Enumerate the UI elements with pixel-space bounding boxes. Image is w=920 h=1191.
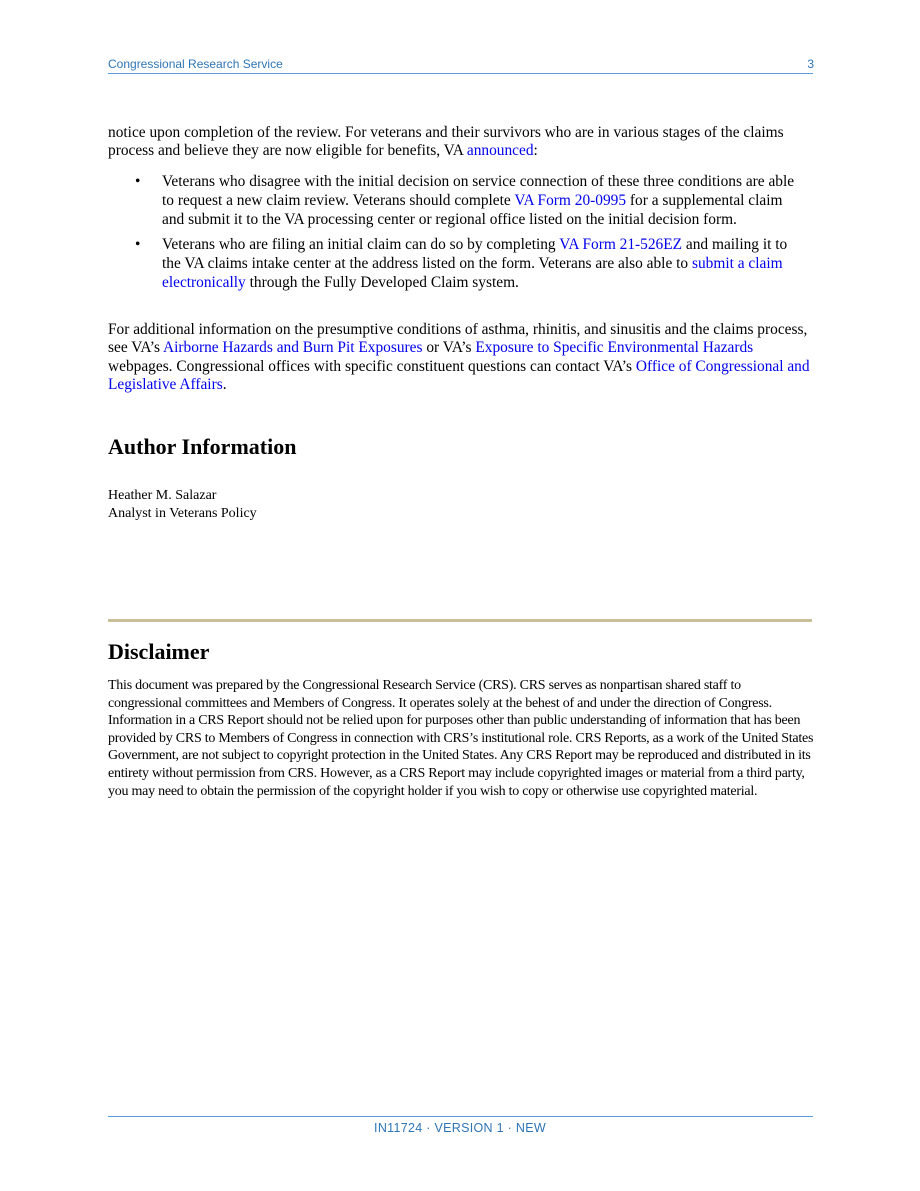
paragraph-tail: : bbox=[533, 142, 538, 160]
congressional-affairs-link[interactable]: Office of Congressional and Legislative Affairs bbox=[108, 357, 810, 394]
disclaimer-text: This document was prepared by the Congressional Research Service (CRS). CRS serves as nonpartisan shared staff to congressional committees and Members of Congress. It operates solely at the behest of and under the direction of Congress. Information in a CRS Report should not be relied upon for purposes other than public understanding of information that has been provided by CRS to Members of Congress in connection with CRS’s institutional role. CRS Reports, as a work of the United States Government, are not subject to copyright protection in the United States. Any CRS Report may be reproduced and distributed in its entirety without permission from CRS. However, as a CRS Report may include copyrighted images or material from a third party, you may need to obtain the permission of the copyright holder if you wish to copy or otherwise use copyrighted material. bbox=[108, 678, 814, 799]
author-name: Heather M. Salazar bbox=[108, 488, 217, 503]
paragraph-text: or VA’s bbox=[422, 339, 476, 357]
environmental-hazards-link[interactable]: Exposure to Specific Environmental Hazards bbox=[475, 339, 754, 357]
disclaimer-heading: Disclaimer bbox=[108, 639, 210, 664]
bullet-text: for a supplemental claim and submit it to the VA processing center or regional office listed on the initial decision form. bbox=[162, 191, 783, 228]
airborne-hazards-link[interactable]: Airborne Hazards and Burn Pit Exposures bbox=[163, 339, 423, 357]
author-block bbox=[108, 487, 257, 523]
bullet-text: and mailing it to the VA claims intake center at the address listed on the form. Veterans are also able to bbox=[162, 236, 788, 273]
author-title: Analyst in Veterans Policy bbox=[108, 506, 257, 521]
continuation-paragraph bbox=[108, 124, 818, 161]
bullet-text: Veterans who disagree with the initial decision on service connection of these three conditions are able to request a new claim review. Veterans should complete bbox=[162, 173, 795, 209]
footer-rule bbox=[108, 1116, 813, 1117]
bullet-text: through the Fully Developed Claim system. bbox=[245, 273, 519, 291]
bullet-icon: • bbox=[135, 173, 141, 190]
disclaimer-divider bbox=[108, 619, 812, 622]
va-form-21-526ez-link[interactable]: VA Form 21-526EZ bbox=[559, 236, 683, 254]
list-item bbox=[135, 173, 795, 229]
running-header-title: Congressional Research Service bbox=[108, 57, 283, 71]
announced-link[interactable]: announced bbox=[466, 142, 534, 160]
paragraph-text: notice upon completion of the review. For veterans and their survivors who are in various stages of the claims process and believe they are now eligible for benefits, VA bbox=[108, 124, 784, 160]
bullet-icon: • bbox=[135, 236, 141, 254]
header-rule bbox=[108, 73, 813, 74]
submit-claim-electronically-link[interactable]: submit a claim electronically bbox=[162, 255, 783, 291]
bullet-text: Veterans who are filing an initial claim can do so by completing bbox=[162, 236, 560, 254]
va-form-20-0995-link[interactable]: VA Form 20-0995 bbox=[514, 191, 627, 209]
bullet-list bbox=[135, 173, 795, 300]
paragraph-text: . bbox=[222, 376, 227, 394]
footer-id: IN11724 · VERSION 1 · NEW bbox=[374, 1121, 546, 1135]
page-number: 3 bbox=[807, 57, 814, 71]
author-information-heading: Author Information bbox=[108, 434, 297, 459]
additional-info-paragraph bbox=[108, 321, 818, 395]
paragraph-text: webpages. Congressional offices with specific constituent questions can contact VA’s bbox=[108, 357, 636, 375]
list-item bbox=[135, 236, 795, 292]
paragraph-text: For additional information on the presumptive conditions of asthma, rhinitis, and sinusitis and the claims process, see VA’s bbox=[108, 321, 808, 357]
